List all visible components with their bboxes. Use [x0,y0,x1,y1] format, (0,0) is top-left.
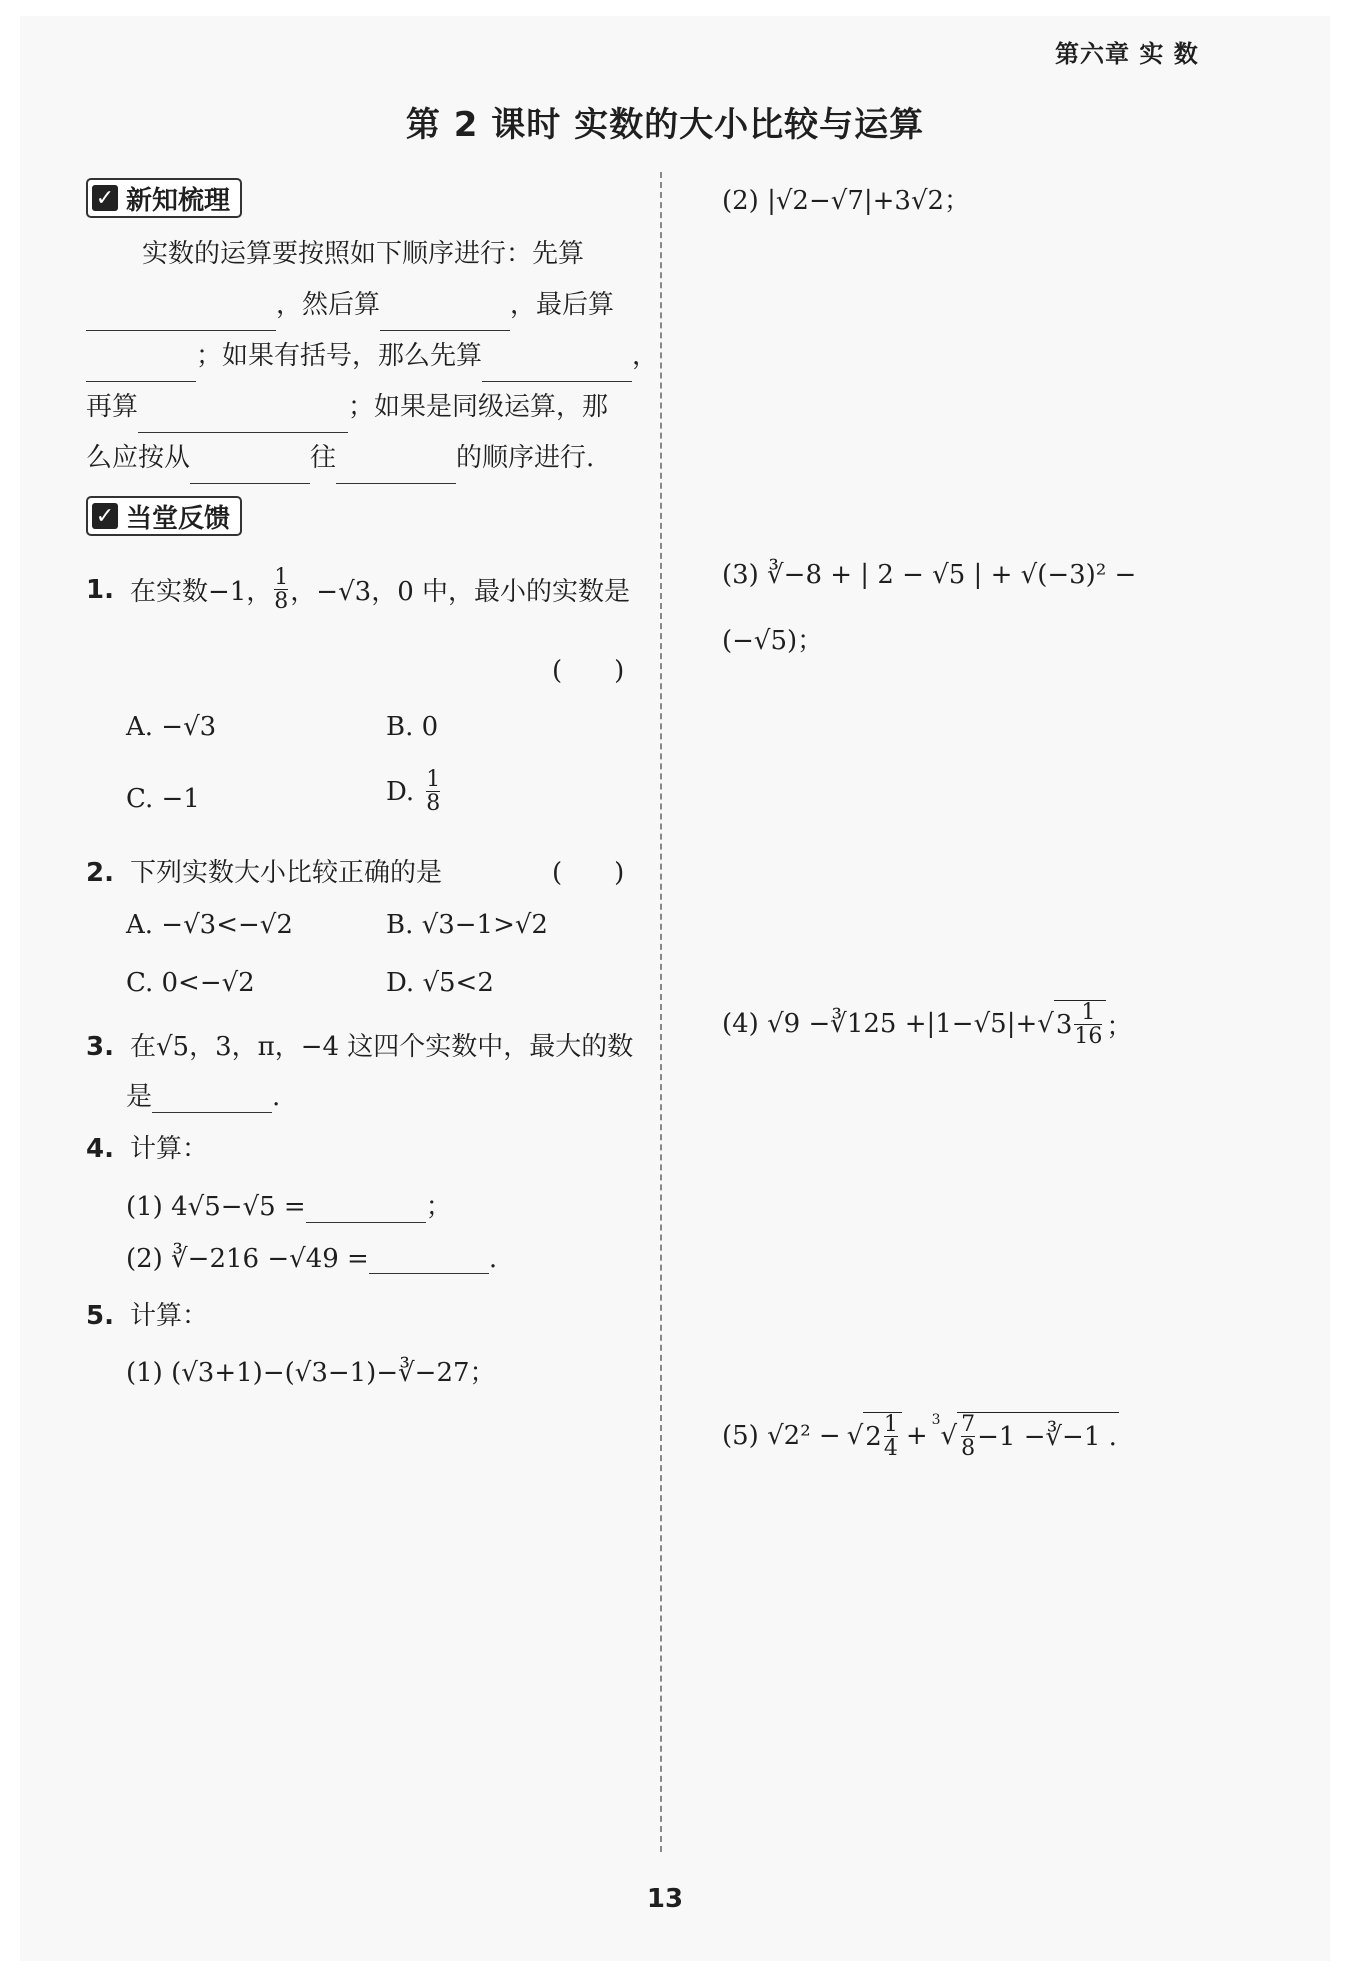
question-1 [86,566,630,613]
option-b[interactable]: B. √3−1>√2 [386,910,548,940]
option-d[interactable] [386,768,442,815]
denominator: 16 [1074,1024,1103,1050]
radical: √ [940,1421,958,1452]
numerator: 1 [883,1412,898,1437]
blank-7[interactable] [336,455,456,484]
text-fragment: 的顺序进行. [456,443,595,473]
question-text: ； [1106,1011,1133,1042]
column-divider [660,172,662,1852]
question-5-part-5 [722,1412,1119,1460]
text-fragment: ；如果是同级运算，那 [348,392,609,422]
question-text: . [488,1244,498,1274]
option-a[interactable]: A. −√3 [126,712,217,742]
denominator: 8 [961,1436,976,1462]
numerator: 1 [274,565,289,590]
question-number: 2. [86,858,114,888]
question-number: 3. [86,1032,114,1062]
blank-4[interactable] [482,353,632,382]
question-number: 5. [86,1301,114,1331]
question-text: . [272,1082,281,1112]
denominator: 4 [883,1436,898,1462]
radical: √ [1037,1009,1054,1040]
section-heading-new-knowledge [86,178,242,218]
answer-parentheses[interactable]: ( ) [552,858,625,888]
question-number: 4. [86,1134,114,1164]
question-5-part-4 [722,1000,1132,1048]
numerator: 1 [426,767,441,792]
option-b[interactable]: B. 0 [386,712,439,742]
knowledge-line-5 [86,433,594,484]
fraction [274,566,288,613]
answer-parentheses[interactable]: ( ) [552,656,625,686]
option-c[interactable]: C. −1 [126,784,200,814]
knowledge-line-2 [86,280,614,331]
section-heading-label: 新知梳理 [126,185,231,216]
question-text: 下列实数大小比较正确的是 [129,858,442,888]
question-4-part-2 [126,1244,497,1274]
fraction [426,768,440,815]
answer-blank[interactable] [306,1194,426,1223]
section-heading-feedback [86,496,242,536]
question-4 [86,1128,208,1165]
option-label: D. [386,776,415,807]
section-heading-label: 当堂反馈 [126,503,231,534]
question-3 [86,1026,633,1063]
fraction [884,1413,898,1460]
question-5-part-2: (2) |√2−√7|+3√2； [722,186,971,216]
denominator: 8 [274,589,289,615]
text-fragment: 往 [310,443,337,473]
blank-1[interactable] [86,302,276,331]
radicand [957,1412,1119,1460]
text-fragment: ，然后算 [276,290,381,320]
knowledge-line-3 [86,331,658,382]
question-text: (4) √9 −∛125 +|1−√5|+ [722,1009,1038,1040]
question-text: 计算： [129,1134,208,1164]
knowledge-line-1: 实数的运算要按照如下顺序进行：先算 [142,239,585,269]
option-a[interactable]: A. −√3<−√2 [126,910,293,940]
question-text: 是 [126,1082,153,1112]
question-text: (2) ∛−216 −√49 = [126,1244,369,1274]
question-text: −1 −∛−1 . [977,1421,1117,1452]
blank-6[interactable] [190,455,310,484]
question-5-part-1: (1) (√3+1)−(√3−1)−∛−27； [126,1358,496,1388]
option-c[interactable]: C. 0<−√2 [126,968,255,998]
fraction [961,1413,975,1460]
question-5-part-3-cont: (−√5)； [722,626,824,656]
chapter-header: 第六章 实 数 [1055,40,1199,68]
denominator: 8 [426,791,441,817]
question-4-part-1 [126,1186,452,1223]
blank-2[interactable] [380,302,510,331]
option-d[interactable]: D. √5<2 [386,968,494,998]
question-5 [86,1295,208,1332]
knowledge-line-4 [86,382,608,433]
radical-index: 3 [931,1412,941,1428]
question-text: (1) 4√5−√5 = [126,1192,306,1222]
question-text: + [905,1421,928,1452]
checkbox-icon: ✓ [92,185,118,211]
text-fragment: 再算 [86,392,139,422]
question-3-cont [126,1076,280,1113]
question-text: 在√5，3，π，−4 这四个实数中，最大的数 [129,1032,634,1062]
page-number: 13 [646,1884,684,1914]
answer-blank[interactable] [152,1084,272,1113]
text-fragment: ， [632,341,659,371]
whole-part: 2 [865,1421,882,1452]
radicand [863,1412,902,1460]
text-fragment: ；如果有括号，那么先算 [196,341,483,371]
text-fragment: 么应按从 [86,443,191,473]
numerator: 1 [1081,1000,1096,1025]
checkbox-icon: ✓ [92,503,118,529]
text-fragment: ，最后算 [510,290,615,320]
blank-3[interactable] [86,353,196,382]
whole-part: 3 [1055,1009,1073,1040]
question-2 [86,852,442,889]
question-number: 1. [86,574,114,605]
lesson-title: 第 2 课时 实数的大小比较与运算 [405,105,925,145]
fraction [1074,1001,1102,1048]
radicand [1054,1000,1107,1048]
question-text: (5) √2² − [722,1421,841,1452]
question-text: 在实数−1， [129,577,273,608]
numerator: 7 [961,1412,976,1437]
question-text: 计算： [129,1301,208,1331]
answer-blank[interactable] [369,1245,489,1274]
radical: √ [846,1421,864,1452]
blank-5[interactable] [138,404,348,433]
question-text: ，−√3，0 中，最小的实数是 [290,577,630,608]
question-text: ； [425,1192,452,1222]
question-5-part-3: (3) ∛−8 + | 2 − √5 | + √(−3)² − [722,560,1137,590]
